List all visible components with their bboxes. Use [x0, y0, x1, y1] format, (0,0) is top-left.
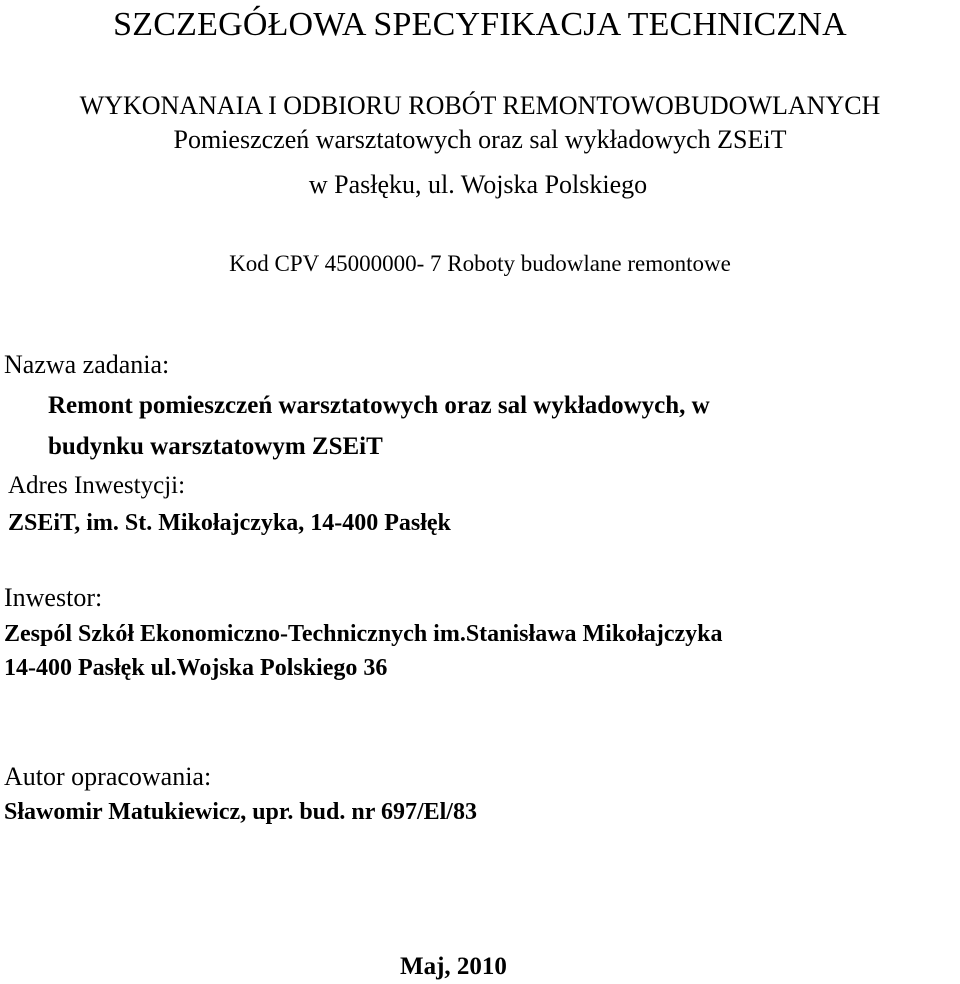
rooms-line: Pomieszczeń warsztatowych oraz sal wykładowych ZSEiT	[173, 125, 787, 154]
task-name-line2: budynku warsztatowym ZSEiT	[48, 433, 383, 460]
address-label: Adres Inwestycji:	[8, 472, 186, 499]
cpv-code: Kod CPV 45000000- 7 Roboty budowlane remontowe	[229, 251, 731, 276]
task-label: Nazwa zadania:	[4, 350, 170, 379]
investor-name: Zespól Szkół Ekonomiczno-Technicznych im.Stanisława Mikołajczyka	[4, 621, 723, 647]
task-name-line1: Remont pomieszczeń warsztatowych oraz sal wykładowych, w	[48, 392, 710, 419]
investor-address: 14-400 Pasłęk ul.Wojska Polskiego 36	[4, 655, 388, 681]
investor-label: Inwestor:	[4, 583, 103, 612]
location-line: w Pasłęku, ul. Wojska Polskiego	[308, 170, 648, 199]
author-name: Sławomir Matukiewicz, upr. bud. nr 697/El/83	[4, 799, 477, 825]
address-value: ZSEiT, im. St. Mikołajczyka, 14-400 Pasłęk	[8, 510, 451, 536]
scope-line: WYKONANAIA I ODBIORU ROBÓT REMONTOWOBUDOWLANYCH	[79, 91, 881, 120]
document-title: SZCZEGÓŁOWA SPECYFIKACJA TECHNICZNA	[113, 6, 847, 43]
author-label: Autor opracowania:	[4, 762, 212, 791]
document-date: Maj, 2010	[400, 953, 507, 980]
